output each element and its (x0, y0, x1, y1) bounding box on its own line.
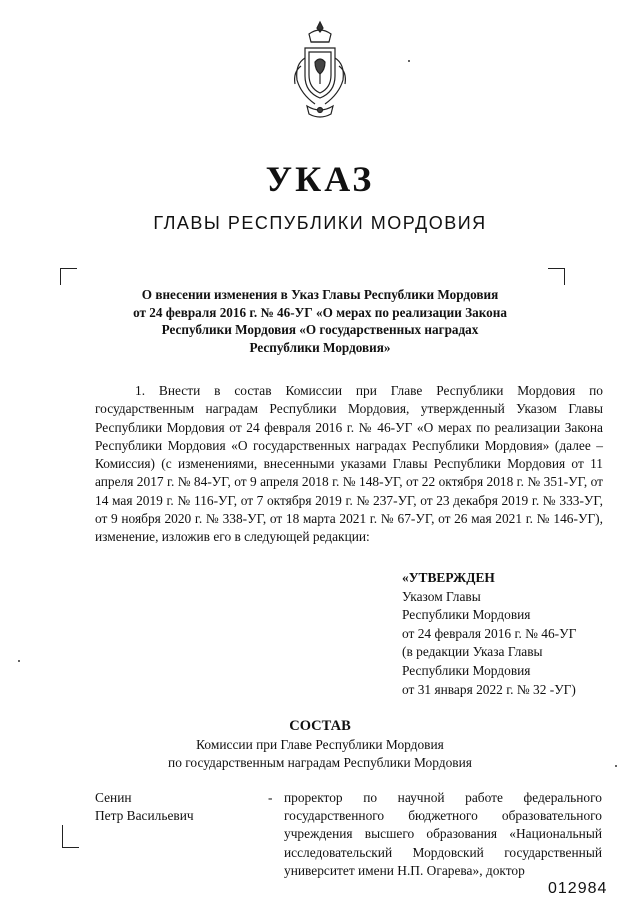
approval-line: (в редакции Указа Главы (402, 644, 543, 660)
decree-issuer: ГЛАВЫ РЕСПУБЛИКИ МОРДОВИЯ (153, 213, 487, 233)
member-separator: - (268, 790, 273, 805)
body-paragraph (95, 382, 603, 547)
member-given-names: Петр Васильевич (95, 808, 194, 824)
approval-line: от 24 февраля 2016 г. № 46-УГ (402, 625, 577, 641)
heading-line: Республики Мордовия «О государственных наградах (161, 322, 479, 337)
corner-mark-top-right (548, 268, 565, 285)
member-position: проректор по научной работе федерального государственного бюджетного образовательного учреждения высшего образования «Национальный исследовательский Мордовский государственный университет имени Н.П. Огарева», доктор (284, 790, 602, 878)
document-heading (118, 286, 522, 356)
member-name (95, 789, 194, 825)
scan-speck (408, 60, 410, 62)
approval-stamp-block (402, 569, 576, 699)
approval-line: Указом Главы (402, 588, 481, 604)
scan-speck (615, 765, 617, 767)
composition-title: СОСТАВ (289, 718, 351, 734)
approval-line: «УТВЕРЖДЕН (402, 570, 495, 585)
approval-line: от 31 января 2022 г. № 32 -УГ) (402, 681, 576, 697)
heading-line: О внесении изменения в Указ Главы Республики Мордовия (141, 287, 499, 302)
heading-line: Республики Мордовия» (249, 339, 391, 355)
composition-subtitle-line: Комиссии при Главе Республики Мордовия (196, 737, 444, 752)
corner-mark-top-left (60, 268, 77, 285)
corner-mark-bottom-left (62, 825, 79, 848)
scan-speck (18, 660, 20, 662)
approval-line: Республики Мордовия (402, 662, 531, 678)
member-surname: Сенин (95, 790, 132, 805)
coat-of-arms-icon (285, 18, 355, 126)
approval-line: Республики Мордовия (402, 607, 531, 623)
serial-number: 012984 (548, 880, 608, 897)
paragraph-text: 1. Внести в состав Комиссии при Главе Республики Мордовия по государственным наградам Республики Мордовия, утвержденный Указом Главы Республики Мордовия от 24 февраля 2016 г. № 46-УГ «О мерах по реализации Закона Республики Мордовия «О государственных наградах Республики Мордовия» (далее – Комиссия) (с изменениями, внесенными указами Главы Республики Мордовия от 11 апреля 2017 г. № 84-УГ, от 9 апреля 2018 г. № 148-УГ, от 22 октября 2018 г. № 351-УГ, от 14 мая 2019 г. № 116-УГ, от 7 октября 2019 г. № 237-УГ, от 23 декабря 2019 г. № 333-УГ, от 9 ноября 2020 г. № 338-УГ, от 18 марта 2021 г. № 67-УГ, от 26 мая 2021 г. № 146-УГ), изменение, изложив его в следующей редакции: (95, 383, 603, 545)
decree-title: УКАЗ (265, 159, 375, 199)
heading-line: от 24 февраля 2016 г. № 46-УГ «О мерах по реализации Закона (133, 304, 507, 320)
composition-subtitle-line: по государственным наградам Республики Мордовия (168, 754, 472, 770)
composition-subtitle (0, 736, 640, 771)
